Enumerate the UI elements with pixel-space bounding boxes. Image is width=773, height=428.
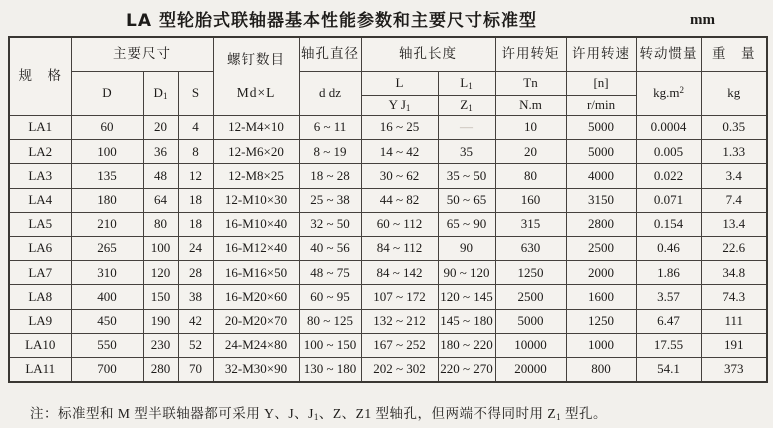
table-row [9,140,767,164]
cell-D1: 150 [143,285,178,309]
cell-D1: 230 [143,333,178,357]
cell-MdxL: 32-M30×90 [213,357,299,382]
header-screw-label: 螺钉数目 [227,52,286,68]
cell-Tn-Nm: 20 [495,140,566,164]
cell-S: 70 [178,357,213,382]
cell-d-dz: 6 ~ 11 [299,116,361,140]
cell-S: 12 [178,164,213,188]
cell-spec: LA5 [9,212,71,236]
cell-inertia: 3.57 [636,285,701,309]
cell-L1-Z1: 145 ~ 180 [438,309,495,333]
cell-inertia: 0.46 [636,236,701,260]
header-inertia: 转动惯量 [636,37,701,72]
cell-D: 450 [71,309,143,333]
cell-weight: 1.33 [701,140,767,164]
cell-D: 100 [71,140,143,164]
header-rmin: r/min [566,96,636,116]
header-L1: $L_1$ [438,72,495,96]
cell-d-dz: 40 ~ 56 [299,236,361,260]
cell-n-rmin: 2800 [566,212,636,236]
cell-D1: 48 [143,164,178,188]
cell-S: 38 [178,285,213,309]
cell-spec: LA8 [9,285,71,309]
cell-S: 42 [178,309,213,333]
cell-MdxL: 16-M10×40 [213,212,299,236]
cell-Tn-Nm: 10000 [495,333,566,357]
table-row [9,333,767,357]
cell-n-rmin: 2000 [566,261,636,285]
cell-S: 24 [178,236,213,260]
header-d-dz: d dz [299,72,361,116]
cell-weight: 13.4 [701,212,767,236]
cell-inertia: 0.071 [636,188,701,212]
cell-D1: 36 [143,140,178,164]
table-row [9,357,767,382]
table-row [9,309,767,333]
cell-n-rmin: 2500 [566,236,636,260]
cell-L-YJ1: 60 ~ 112 [361,212,438,236]
cell-MdxL: 16-M20×60 [213,285,299,309]
cell-MdxL: 24-M24×80 [213,333,299,357]
cell-S: 4 [178,116,213,140]
cell-spec: LA10 [9,333,71,357]
cell-D1: 64 [143,188,178,212]
cell-n-rmin: 4000 [566,164,636,188]
header-S: S [178,72,213,116]
cell-spec: LA2 [9,140,71,164]
cell-weight: 3.4 [701,164,767,188]
cell-D1: 120 [143,261,178,285]
cell-D: 60 [71,116,143,140]
cell-D1: 100 [143,236,178,260]
header-bore-len: 轴孔长度 [361,37,495,72]
cell-L1-Z1: 180 ~ 220 [438,333,495,357]
table-header [9,37,767,116]
header-Nm: N.m [495,96,566,116]
cell-weight: 373 [701,357,767,382]
header-L: L [361,72,438,96]
cell-D: 210 [71,212,143,236]
cell-D1: 80 [143,212,178,236]
cell-inertia: 0.005 [636,140,701,164]
cell-Tn-Nm: 160 [495,188,566,212]
cell-Tn-Nm: 315 [495,212,566,236]
header-screw-sub: Md×L [236,84,276,100]
cell-spec: LA7 [9,261,71,285]
cell-MdxL: 16-M12×40 [213,236,299,260]
cell-inertia: 54.1 [636,357,701,382]
cell-weight: 191 [701,333,767,357]
cell-D1: 280 [143,357,178,382]
unit-label: mm [690,12,715,28]
cell-L-YJ1: 16 ~ 25 [361,116,438,140]
cell-D: 310 [71,261,143,285]
cell-d-dz: 32 ~ 50 [299,212,361,236]
cell-L1-Z1: 90 [438,236,495,260]
cell-spec: LA4 [9,188,71,212]
cell-D: 265 [71,236,143,260]
cell-L1-Z1: 65 ~ 90 [438,212,495,236]
cell-inertia: 17.55 [636,333,701,357]
cell-MdxL: 12-M10×30 [213,188,299,212]
cell-d-dz: 100 ~ 150 [299,333,361,357]
cell-d-dz: 48 ~ 75 [299,261,361,285]
cell-S: 52 [178,333,213,357]
table-row [9,212,767,236]
cell-D: 400 [71,285,143,309]
cell-MdxL: 16-M16×50 [213,261,299,285]
cell-d-dz: 8 ~ 19 [299,140,361,164]
cell-L-YJ1: 44 ~ 82 [361,188,438,212]
cell-inertia: 6.47 [636,309,701,333]
cell-D: 550 [71,333,143,357]
cell-S: 28 [178,261,213,285]
cell-MdxL: 12-M6×20 [213,140,299,164]
cell-weight: 7.4 [701,188,767,212]
cell-MdxL: 12-M8×25 [213,164,299,188]
table-body [9,116,767,383]
footnote: 注：标准型和 M 型半联轴器都可采用 Y、J、$J_1$、Z、Z1 型轴孔，但两端不得同时用 $Z_1$ 型孔。 [30,406,608,422]
cell-D: 700 [71,357,143,382]
cell-L-YJ1: 132 ~ 212 [361,309,438,333]
cell-n-rmin: 1600 [566,285,636,309]
cell-n-rmin: 1000 [566,333,636,357]
cell-D1: 190 [143,309,178,333]
cell-n-rmin: 800 [566,357,636,382]
table-row [9,164,767,188]
table-row [9,116,767,140]
cell-spec: LA3 [9,164,71,188]
cell-spec: LA11 [9,357,71,382]
cell-n-rmin: 5000 [566,140,636,164]
header-torque: 许用转矩 [495,37,566,72]
table-row [9,285,767,309]
cell-L-YJ1: 107 ~ 172 [361,285,438,309]
coupling-spec-table [8,36,768,383]
header-Z1: $Z_1$ [438,96,495,116]
cell-spec: LA1 [9,116,71,140]
cell-L1-Z1: — [438,116,495,140]
cell-Tn-Nm: 20000 [495,357,566,382]
cell-n-rmin: 1250 [566,309,636,333]
cell-d-dz: 25 ~ 38 [299,188,361,212]
cell-L-YJ1: 202 ~ 302 [361,357,438,382]
table-row [9,261,767,285]
header-Tn: Tn [495,72,566,96]
cell-D: 180 [71,188,143,212]
header-screw-count [213,37,299,116]
cell-D1: 20 [143,116,178,140]
cell-Tn-Nm: 1250 [495,261,566,285]
cell-L-YJ1: 167 ~ 252 [361,333,438,357]
table-row [9,188,767,212]
cell-weight: 34.8 [701,261,767,285]
cell-d-dz: 18 ~ 28 [299,164,361,188]
header-kg: kg [701,72,767,116]
cell-weight: 111 [701,309,767,333]
cell-Tn-Nm: 630 [495,236,566,260]
header-spec: 规 格 [9,37,71,116]
cell-n-rmin: 5000 [566,116,636,140]
cell-L1-Z1: 35 [438,140,495,164]
cell-MdxL: 20-M20×70 [213,309,299,333]
header-bore-dia: 轴孔直径 [299,37,361,72]
header-n: [n] [566,72,636,96]
header-kgm2: $kg.m^2$ [636,72,701,116]
cell-inertia: 0.0004 [636,116,701,140]
cell-d-dz: 60 ~ 95 [299,285,361,309]
title-bar [0,4,773,32]
cell-L1-Z1: 220 ~ 270 [438,357,495,382]
cell-Tn-Nm: 5000 [495,309,566,333]
cell-weight: 74.3 [701,285,767,309]
cell-L-YJ1: 14 ~ 42 [361,140,438,164]
header-D1: $D_1$ [143,72,178,116]
header-weight: 重 量 [701,37,767,72]
cell-S: 18 [178,188,213,212]
cell-L1-Z1: 35 ~ 50 [438,164,495,188]
cell-L-YJ1: 30 ~ 62 [361,164,438,188]
table-row [9,236,767,260]
header-D: D [71,72,143,116]
cell-D: 135 [71,164,143,188]
cell-inertia: 1.86 [636,261,701,285]
cell-spec: LA6 [9,236,71,260]
cell-Tn-Nm: 80 [495,164,566,188]
cell-spec: LA9 [9,309,71,333]
cell-S: 18 [178,212,213,236]
page-title: LA 型轮胎式联轴器基本性能参数和主要尺寸标准型 [126,11,537,31]
cell-n-rmin: 3150 [566,188,636,212]
cell-L1-Z1: 50 ~ 65 [438,188,495,212]
header-speed: 许用转速 [566,37,636,72]
cell-Tn-Nm: 2500 [495,285,566,309]
cell-L-YJ1: 84 ~ 142 [361,261,438,285]
cell-inertia: 0.022 [636,164,701,188]
cell-d-dz: 80 ~ 125 [299,309,361,333]
cell-inertia: 0.154 [636,212,701,236]
header-YJ1: Y $J_1$ [361,96,438,116]
cell-d-dz: 130 ~ 180 [299,357,361,382]
header-main-dims: 主要尺寸 [71,37,213,72]
cell-L1-Z1: 90 ~ 120 [438,261,495,285]
cell-L-YJ1: 84 ~ 112 [361,236,438,260]
cell-Tn-Nm: 10 [495,116,566,140]
cell-MdxL: 12-M4×10 [213,116,299,140]
cell-weight: 22.6 [701,236,767,260]
cell-L1-Z1: 120 ~ 145 [438,285,495,309]
cell-weight: 0.35 [701,116,767,140]
cell-S: 8 [178,140,213,164]
